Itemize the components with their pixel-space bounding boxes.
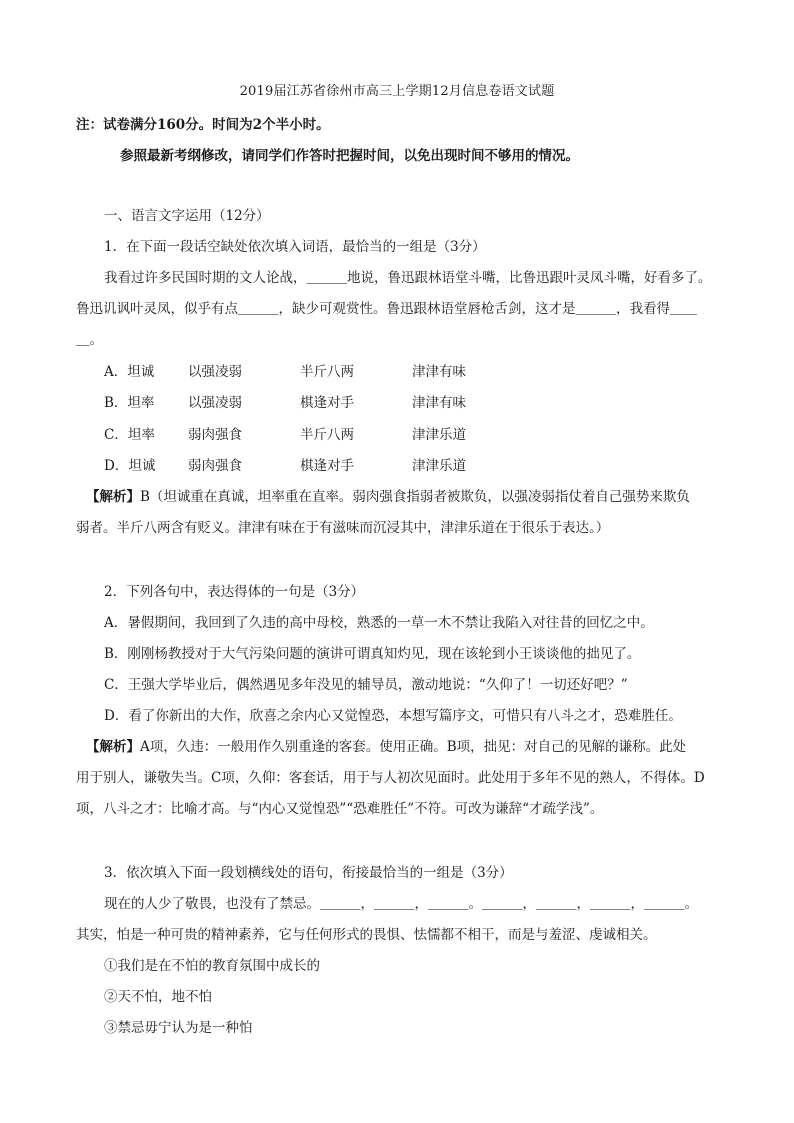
- question-2-option-d: D．看了你新出的大作，欣喜之余内心又觉惶恐，本想写篇序文，可惜只有八斗之才，恐难胜任。: [104, 708, 682, 724]
- section-heading: 一、语言文字运用（12分）: [104, 208, 270, 224]
- question-2-option-c: C．王强大学毕业后，偶然遇见多年没见的辅导员，激动地说：“久仰了！一切还好吧？”: [104, 677, 628, 693]
- question-2-analysis: [86, 738, 686, 756]
- option-word: 以强凌弱: [188, 364, 242, 380]
- option-word: 弱肉强食: [188, 427, 242, 443]
- option-word: 津津有味: [412, 364, 466, 380]
- option-word: 弱肉强食: [188, 458, 242, 474]
- question-3-passage-line: 其实，怕是一种可贵的精神素养，它与任何形式的畏惧、怯懦都不相干，而是与羞涩、虔诚相关。: [76, 927, 657, 943]
- analysis-tag: 【解析】: [86, 739, 140, 755]
- question-1-passage-line: 鲁迅讥讽叶灵凤，似乎有点＿＿＿，缺少可观赏性。鲁迅跟林语堂唇枪舌剑，这才是＿＿＿，我看得＿＿: [76, 301, 697, 317]
- question-1-passage-line: ＿。: [76, 332, 103, 348]
- option-word: 津津乐道: [412, 458, 466, 474]
- note-instructions: 参照最新考纲修改，请同学们作答时把握时间，以免出现时间不够用的情况。: [120, 148, 579, 164]
- question-1-passage-line: 我看过许多民国时期的文人论战，＿＿＿地说，鲁迅跟林语堂斗嘴，比鲁迅跟叶灵凤斗嘴，好看多了。: [104, 270, 712, 286]
- option-word: 以强凌弱: [188, 395, 242, 411]
- option-word: 津津有味: [412, 395, 466, 411]
- question-3-item-1: ①我们是在不怕的教育氛围中成长的: [104, 958, 320, 974]
- option-word: 半斤八两: [300, 427, 354, 443]
- question-3-item-3: ③禁忌毋宁认为是一种怕: [104, 1020, 253, 1036]
- analysis-text: A项，久违：一般用作久别重逢的客套。使用正确。B项，拙见：对自己的见解的谦称。此处: [140, 739, 687, 755]
- question-3-stem: 3．依次填入下面一段划横线处的语句，衔接最恰当的一组是（3分）: [104, 865, 513, 881]
- analysis-text: B（坦诚重在真诚，坦率重在直率。弱肉强食指弱者被欺负，以强凌弱指仗着自己强势来欺负: [140, 489, 690, 505]
- option-word: 棋逢对手: [300, 395, 354, 411]
- analysis-tag: 【解析】: [86, 489, 140, 505]
- question-2-stem: 2．下列各句中，表达得体的一句是（3分）: [104, 584, 365, 600]
- question-2-option-b: B．刚刚杨教授对于大气污染问题的演讲可谓真知灼见，现在该轮到小王谈谈他的拙见了。: [104, 646, 641, 662]
- option-label: B．坦率: [104, 395, 155, 411]
- note-score-time: 注：试卷满分160分。时间为2个半小时。: [76, 117, 330, 133]
- option-label: A．坦诚: [104, 364, 155, 380]
- question-2-analysis-cont: 项，八斗之才：比喻才高。与“内心又觉惶恐”“恐难胜任”不符。可改为谦辞“才疏学浅”。: [76, 801, 604, 817]
- option-word: 津津乐道: [412, 427, 466, 443]
- question-1-analysis-cont: 弱者。半斤八两含有贬义。津津有味在于有滋味而沉浸其中，津津乐道在于很乐于表达。）: [76, 520, 610, 536]
- page-title: 2019届江苏省徐州市高三上学期12月信息卷语文试题: [239, 84, 555, 99]
- question-3-item-2: ②天不怕，地不怕: [104, 989, 212, 1005]
- option-word: 半斤八两: [300, 364, 354, 380]
- question-2-analysis-cont: 用于别人，谦敬失当。C项，久仰：客套话，用于与人初次见面时。此处用于多年不见的熟人，不得体。D: [76, 770, 705, 786]
- option-label: D．坦诚: [104, 458, 156, 474]
- option-label: C．坦率: [104, 427, 155, 443]
- question-2-option-a: A．暑假期间，我回到了久违的高中母校，熟悉的一草一木不禁让我陷入对往昔的回忆之中。: [104, 615, 654, 631]
- question-1-stem: 1．在下面一段话空缺处依次填入词语，最恰当的一组是（3分）: [104, 239, 486, 255]
- option-word: 棋逢对手: [300, 458, 354, 474]
- question-1-analysis: [86, 488, 690, 506]
- question-3-passage-line: 现在的人少了敬畏，也没有了禁忌。＿＿＿，＿＿＿，＿＿＿。＿＿＿，＿＿＿，＿＿＿，＿＿＿。: [104, 896, 698, 912]
